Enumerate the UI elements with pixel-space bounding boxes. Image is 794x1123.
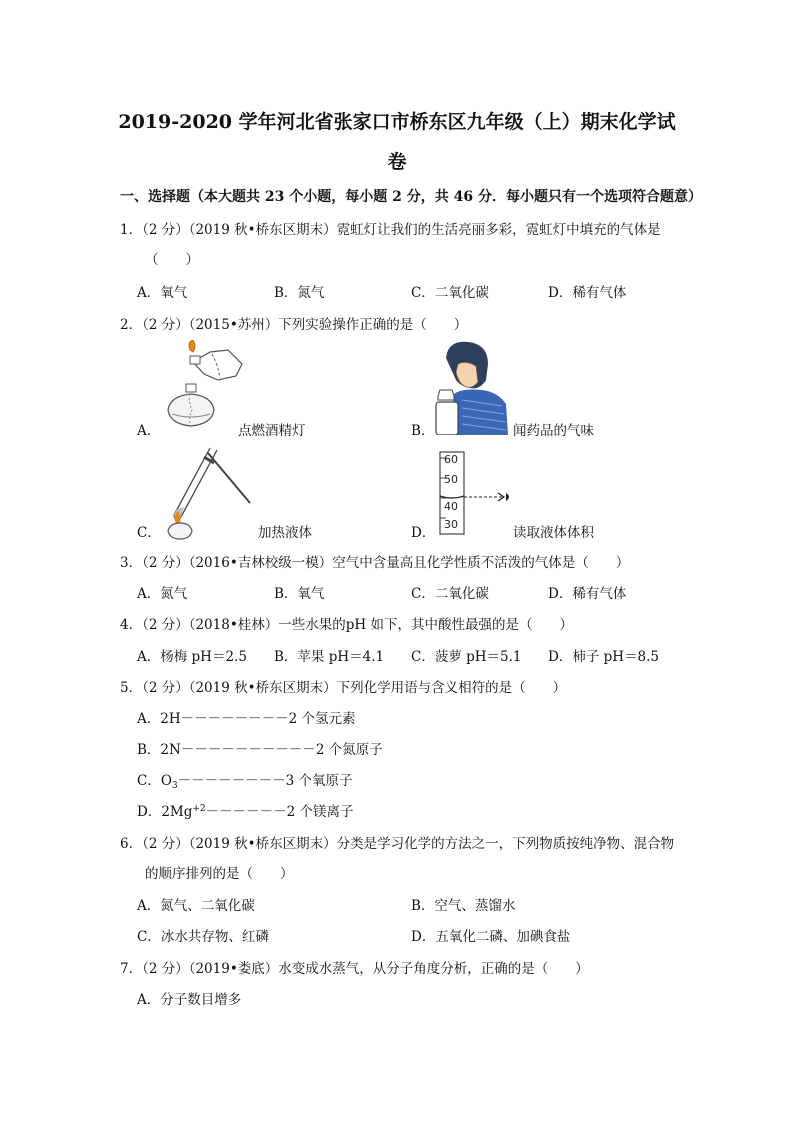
q6-option-c: C．冰水共存物、红磷 — [137, 929, 269, 945]
q2-option-d-caption: 读取液体体积 — [513, 525, 594, 541]
q4-option-a: A．杨梅 pH＝2.5 — [137, 649, 247, 665]
q6-option-b: B．空气、蒸馏水 — [411, 898, 516, 914]
q5-d-formula: D．2Mg — [137, 804, 193, 820]
q4-option-d: D．柿子 pH＝8.5 — [548, 649, 659, 665]
question-4-stem: 4．（2 分）（2018•桂林）一些水果的pH 如下，其中酸性最强的是（ ） — [120, 617, 573, 633]
cylinder-tick-40: 40 — [444, 500, 458, 513]
q2-option-c-letter: C． — [137, 525, 161, 541]
q2-option-a-letter: A． — [137, 423, 161, 439]
question-2-stem: 2．（2 分）（2015•苏州）下列实验操作正确的是（ ） — [120, 317, 468, 333]
question-7-stem: 7．（2 分）（2019•娄底）水变成水蒸气，从分子角度分析，正确的是（ ） — [120, 961, 589, 977]
q5-option-c — [137, 769, 353, 791]
q2-option-b-caption: 闻药品的气味 — [513, 423, 594, 439]
q2-option-c-caption: 加热液体 — [258, 525, 312, 541]
q4-option-c: C．菠萝 pH＝5.1 — [411, 649, 522, 665]
question-3-stem: 3．（2 分）（2016•吉林校级一模）空气中含量高且化学性质不活泼的气体是（ ） — [120, 555, 630, 571]
question-5-stem: 5．（2 分）（2019 秋•桥东区期末）下列化学用语与含义相符的是（ ） — [120, 680, 567, 696]
q6-option-a: A．氮气、二氧化碳 — [137, 898, 255, 914]
q3-option-d: D．稀有气体 — [548, 586, 627, 602]
section-heading: 一、选择题（本大题共 23 个小题，每小题 2 分，共 46 分．每小题只有一个选项符合题意） — [120, 189, 702, 205]
q3-option-b: B．氧气 — [274, 586, 325, 602]
question-6-stem-cont: 的顺序排列的是（ ） — [145, 866, 294, 882]
question-1-stem-cont: （ ） — [145, 252, 199, 268]
q2-option-a-caption: 点燃酒精灯 — [238, 423, 306, 439]
cylinder-tick-50: 50 — [444, 473, 458, 486]
q5-c-formula: C．O — [137, 773, 172, 789]
q7-option-a: A．分子数目增多 — [137, 992, 242, 1008]
q4-option-b: B．苹果 pH＝4.1 — [274, 649, 385, 665]
q5-option-a: A．2H－－－－－－－－2 个氢元素 — [137, 711, 356, 727]
q2-option-d-letter: D． — [411, 525, 436, 541]
q1-option-d: D．稀有气体 — [548, 285, 627, 301]
q3-option-a: A．氮气 — [137, 586, 188, 602]
q1-option-b: B．氮气 — [274, 285, 325, 301]
q5-option-b: B．2N－－－－－－－－－－2 个氮原子 — [137, 742, 383, 758]
page-title: 2019-2020 学年河北省张家口市桥东区九年级（上）期末化学试 — [118, 111, 676, 133]
q5-c-subscript: 3 — [171, 781, 178, 791]
cylinder-tick-30: 30 — [444, 518, 458, 531]
q3-option-c: C．二氧化碳 — [411, 586, 489, 602]
q1-option-a: A．氧气 — [137, 285, 188, 301]
q5-d-superscript: +2 — [192, 804, 206, 814]
page-title-continued: 卷 — [387, 151, 407, 173]
smelling-chemical-illustration — [432, 340, 514, 435]
q5-d-meaning: －－－－－－2 个镁离子 — [205, 804, 354, 820]
q6-option-d: D．五氧化二磷、加碘食盐 — [411, 929, 571, 945]
cylinder-tick-60: 60 — [444, 453, 458, 466]
heating-liquid-illustration — [160, 445, 260, 540]
q2-option-b-letter: B． — [411, 423, 435, 439]
question-1-stem: 1．（2 分）（2019 秋•桥东区期末）霓虹灯让我们的生活亮丽多彩，霓虹灯中填充的气体是 — [120, 222, 661, 238]
q5-option-d — [137, 800, 354, 820]
q1-option-c: C．二氧化碳 — [411, 285, 489, 301]
q5-c-meaning: －－－－－－－－3 个氧原子 — [177, 773, 353, 789]
question-6-stem: 6．（2 分）（2019 秋•桥东区期末）分类是学习化学的方法之一，下列物质按纯净物、混合物 — [120, 836, 675, 852]
alcohol-lamp-illustration — [160, 340, 250, 435]
graduated-cylinder-illustration — [432, 450, 522, 535]
